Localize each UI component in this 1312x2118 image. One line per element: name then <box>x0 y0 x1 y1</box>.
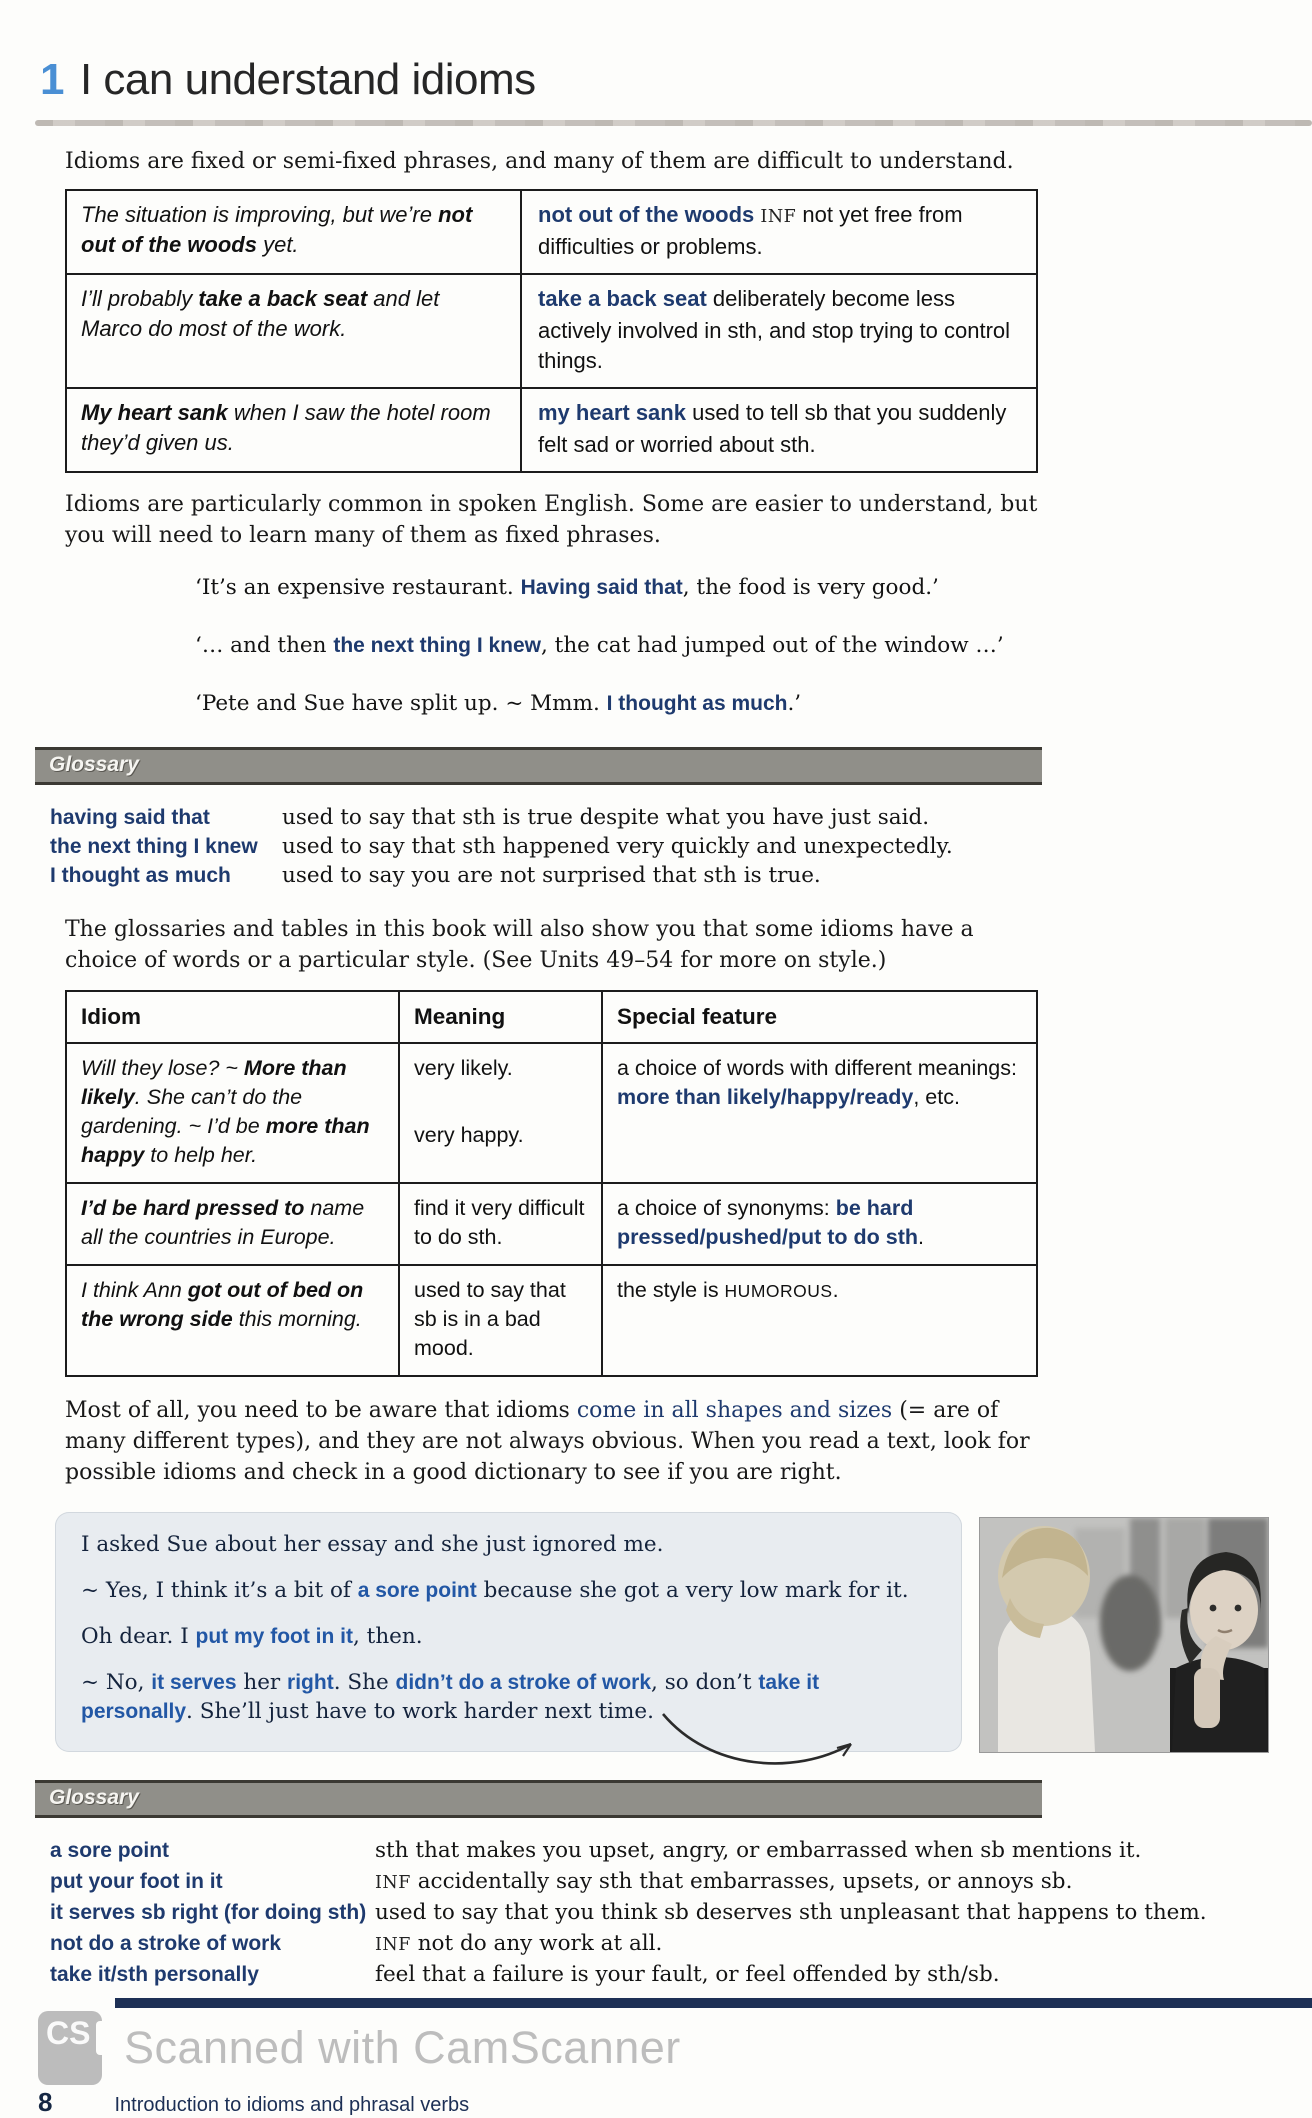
highlighted-idiom: come in all shapes and sizes <box>576 1398 893 1423</box>
dialogue-line <box>81 1530 936 1559</box>
idiom-bold: more than happy <box>81 1114 370 1167</box>
dialogue-idiom: a sore point <box>357 1579 477 1602</box>
feature-idiom: more than likely/happy/ready <box>617 1085 914 1109</box>
glossary-term: the next thing I knew <box>50 835 258 858</box>
idiom-bold: More than likely <box>81 1056 347 1109</box>
quote-text: ‘… and then <box>195 633 334 658</box>
quote-text: ‘It’s an expensive restaurant. <box>195 575 521 600</box>
glossary-definition: used to say that sth is true despite what you have just said. <box>282 805 930 830</box>
idiom-text: I think Ann <box>81 1278 188 1302</box>
quote-text: ‘Pete and Sue have split up. ~ Mmm. <box>195 691 607 716</box>
meaning-cell <box>400 1184 603 1264</box>
example-cell <box>67 275 522 387</box>
quote-text: , the food is very good.’ <box>682 575 939 600</box>
idiom-text: to help her. <box>144 1143 258 1167</box>
table-row <box>67 1182 1036 1264</box>
idiom-bold: got out of bed on the wrong side <box>81 1278 364 1331</box>
register-label: INF <box>760 207 797 227</box>
special-feature-cell <box>603 1184 1036 1264</box>
page-number: 8 <box>38 2087 53 2117</box>
idiom-term: not out of the woods <box>538 202 755 227</box>
idiom-text: . She can’t do the gardening. ~ I’d be <box>81 1085 303 1138</box>
meaning-text: very likely. <box>414 1056 513 1080</box>
quote-text: , the cat had jumped out of the window …’ <box>541 633 1004 658</box>
glossary-definition <box>375 1867 1312 1898</box>
style-label: HUMOROUS <box>724 1281 833 1301</box>
dialogue-text: Oh dear. I <box>81 1624 196 1649</box>
dialogue-text: ~ Yes, I think it’s a bit of <box>81 1578 358 1603</box>
body-text: Most of all, you need to be aware that idioms <box>65 1398 577 1423</box>
intro-paragraph: Idioms are fixed or semi-fixed phrases, and many of them are difficult to understand. <box>65 149 1014 174</box>
column-header-idiom: Idiom <box>67 992 400 1042</box>
idiom-term: take a back seat <box>538 286 707 311</box>
features-table <box>65 990 1038 1377</box>
idiom-cell <box>67 1266 400 1375</box>
glossary-definition <box>375 1898 1312 1929</box>
dialogue-text: because she got a very low mark for it. <box>476 1578 909 1603</box>
quote-idiom: the next thing I knew <box>333 634 542 657</box>
glossary-entry <box>50 803 1312 832</box>
glossary-definition <box>375 1836 1312 1867</box>
dialogue-line <box>81 1576 936 1605</box>
examples-table <box>65 189 1038 473</box>
dialogue-text: , then. <box>353 1624 423 1649</box>
table-row <box>67 1042 1036 1182</box>
glossary-definition <box>375 1929 1312 1960</box>
glossary-entry <box>50 1960 1312 1991</box>
table-row <box>67 191 1036 273</box>
example-quotes <box>195 573 1040 719</box>
dialogue-idiom: take it personally <box>81 1671 820 1723</box>
feature-text: a choice of words with different meanings: <box>617 1056 1017 1080</box>
glossary-title: Glossary <box>49 753 139 776</box>
dialogue-text: , so don’t <box>651 1670 759 1695</box>
page-title <box>40 56 1312 104</box>
glossary-term: it serves sb right (for doing sth) <box>50 1901 367 1924</box>
idiom-cell <box>67 1044 400 1182</box>
dialogue-idiom: didn’t do a stroke of work <box>395 1671 652 1694</box>
example-idiom: My heart sank <box>81 400 228 425</box>
glossary-term: take it/sth personally <box>50 1963 259 1986</box>
column-header-special-feature: Special feature <box>617 1004 778 1029</box>
photo-illustration <box>980 1518 1268 1752</box>
definition-text: used to tell sb that you suddenly felt sad or worried about sth. <box>538 400 1007 457</box>
feature-text: . <box>918 1225 924 1249</box>
glossary-entry <box>50 1836 1312 1867</box>
example-text: and let Marco do most of the work. <box>81 286 440 341</box>
special-feature-cell <box>603 1044 1036 1182</box>
idiom-cell <box>67 1184 400 1264</box>
body-text: (= are of many different types), and they are not always obvious. When you read a text, look for possible idioms and check in a good dictionary to see if you are right. <box>65 1398 1030 1485</box>
camscanner-logo-icon <box>38 2011 102 2085</box>
dialogue-text: . She <box>333 1670 396 1695</box>
footer-section-title: Introduction to idioms and phrasal verbs <box>114 2094 470 2116</box>
definition-text: deliberately become less actively involved in sth, and stop trying to control things. <box>538 286 1011 373</box>
table-row <box>67 273 1036 387</box>
curved-arrow <box>655 1702 865 1782</box>
glossary-title: Glossary <box>49 1786 139 1809</box>
definition-cell <box>522 191 1036 273</box>
quote-idiom: Having said that <box>520 576 683 599</box>
glossary-term: a sore point <box>50 1839 170 1862</box>
glossary-definition: used to say that sth happened very quickly and unexpectedly. <box>282 834 953 859</box>
quote-line <box>195 631 1040 661</box>
glossary-header-bar <box>35 1780 1042 1818</box>
meaning-text: find it very difficult to do sth. <box>414 1196 585 1249</box>
definition-cell <box>522 389 1036 471</box>
most-of-all-paragraph <box>65 1395 1040 1488</box>
camscanner-logo-text: CS <box>46 2015 91 2051</box>
table-row <box>67 1264 1036 1375</box>
glossary-term: not do a stroke of work <box>50 1932 282 1955</box>
idiom-bold: I’d be hard pressed to <box>81 1196 305 1220</box>
quote-line <box>195 573 1040 603</box>
quote-idiom: I thought as much <box>606 692 788 715</box>
example-cell <box>67 191 522 273</box>
example-text: when I saw the hotel room they’d given us. <box>81 400 491 455</box>
watermark-text: Scanned with CamScanner <box>124 2022 681 2073</box>
definition-text: feel that a failure is your fault, or feel offended by sth/sb. <box>375 1962 1000 1987</box>
dialogue-idiom: right <box>287 1671 334 1694</box>
glossary-definition: used to say you are not surprised that sth is true. <box>282 863 821 888</box>
glossary-entry <box>50 1929 1312 1960</box>
camscanner-logo-slot <box>96 2021 108 2055</box>
meaning-cell <box>400 1266 603 1375</box>
example-text: The situation is improving, but we’re <box>81 202 439 227</box>
register-label: INF <box>375 1873 411 1893</box>
glossary-entry <box>50 1898 1312 1929</box>
dialogue-line <box>81 1622 936 1651</box>
definition-text: not yet free from difficulties or problems. <box>538 202 963 259</box>
idiom-text: Will they lose? ~ <box>81 1056 244 1080</box>
meaning-text: used to say that sb is in a bad mood. <box>414 1278 566 1360</box>
glossary-list <box>50 803 1312 890</box>
glossary-entry <box>50 861 1312 890</box>
feature-idiom: be hard pressed/pushed/put to do sth <box>617 1196 919 1249</box>
table-header-row <box>67 992 1036 1042</box>
camscanner-watermark <box>38 2011 1312 2085</box>
idiom-text: this morning. <box>232 1307 362 1331</box>
quote-line <box>195 689 1040 719</box>
column-header-meaning: Meaning <box>400 992 603 1042</box>
example-idiom: not out of the woods <box>81 202 473 257</box>
definition-text: used to say that you think sb deserves sth unpleasant that happens to them. <box>375 1900 1207 1925</box>
special-feature-cell <box>603 1266 1036 1375</box>
feature-text: . <box>832 1278 839 1302</box>
example-cell <box>67 389 522 471</box>
table-row <box>67 387 1036 471</box>
dialogue-idiom: it serves <box>151 1671 237 1694</box>
page-footer <box>38 2087 1312 2118</box>
feature-text: , etc. <box>913 1085 960 1109</box>
glossary-term: having said that <box>50 806 210 829</box>
definition-cell <box>522 275 1036 387</box>
definition-text: not do any work at all. <box>410 1931 663 1956</box>
meaning-text: very happy. <box>414 1123 524 1147</box>
dialogue-idiom: put my foot in it <box>195 1625 354 1648</box>
example-text: yet. <box>256 232 299 257</box>
students-photo <box>980 1518 1268 1752</box>
glossary-header-bar <box>35 747 1042 785</box>
glossary-entry <box>50 832 1312 861</box>
glossary-definition <box>375 1960 1312 1991</box>
definition-text: accidentally say sth that embarrasses, upsets, or annoys sb. <box>410 1869 1073 1894</box>
example-text: I’ll probably <box>81 286 199 311</box>
meaning-cell <box>400 1044 603 1182</box>
spoken-paragraph: Idioms are particularly common in spoken English. Some are easier to understand, but you will need to learn many of them as fixed phrases. <box>65 492 1038 548</box>
title-divider <box>35 120 1312 126</box>
unit-number: 1 <box>40 55 64 104</box>
feature-text: a choice of synonyms: <box>617 1196 836 1220</box>
glossary-list <box>50 1836 1312 1991</box>
register-label: INF <box>375 1935 411 1955</box>
dialogue-text: her <box>236 1670 288 1695</box>
idiom-text: name all the countries in Europe. <box>81 1196 365 1249</box>
feature-text: the style is <box>617 1278 725 1302</box>
glossary-entry <box>50 1867 1312 1898</box>
dialogue-section <box>55 1512 1312 1752</box>
glossary-term: I thought as much <box>50 864 231 887</box>
example-idiom: take a back seat <box>198 286 368 311</box>
glossary-term: put your foot in it <box>50 1870 223 1893</box>
scan-edge-strip <box>115 1998 1312 2008</box>
dialogue-text: ~ No, <box>81 1670 152 1695</box>
definition-text: sth that makes you upset, angry, or embarrassed when sb mentions it. <box>375 1838 1142 1863</box>
dialogue-text: . She’ll just have to work harder next time. <box>186 1699 654 1724</box>
unit-title-text: I can understand idioms <box>79 55 536 104</box>
quote-text: .’ <box>787 691 802 716</box>
dialogue-text: I asked Sue about her essay and she just ignored me. <box>81 1532 664 1557</box>
idiom-term: my heart sank <box>538 400 686 425</box>
glossaries-paragraph: The glossaries and tables in this book will also show you that some idioms have a choice of words or a particular style. (See Units 49–54 for more on style.) <box>65 917 974 973</box>
